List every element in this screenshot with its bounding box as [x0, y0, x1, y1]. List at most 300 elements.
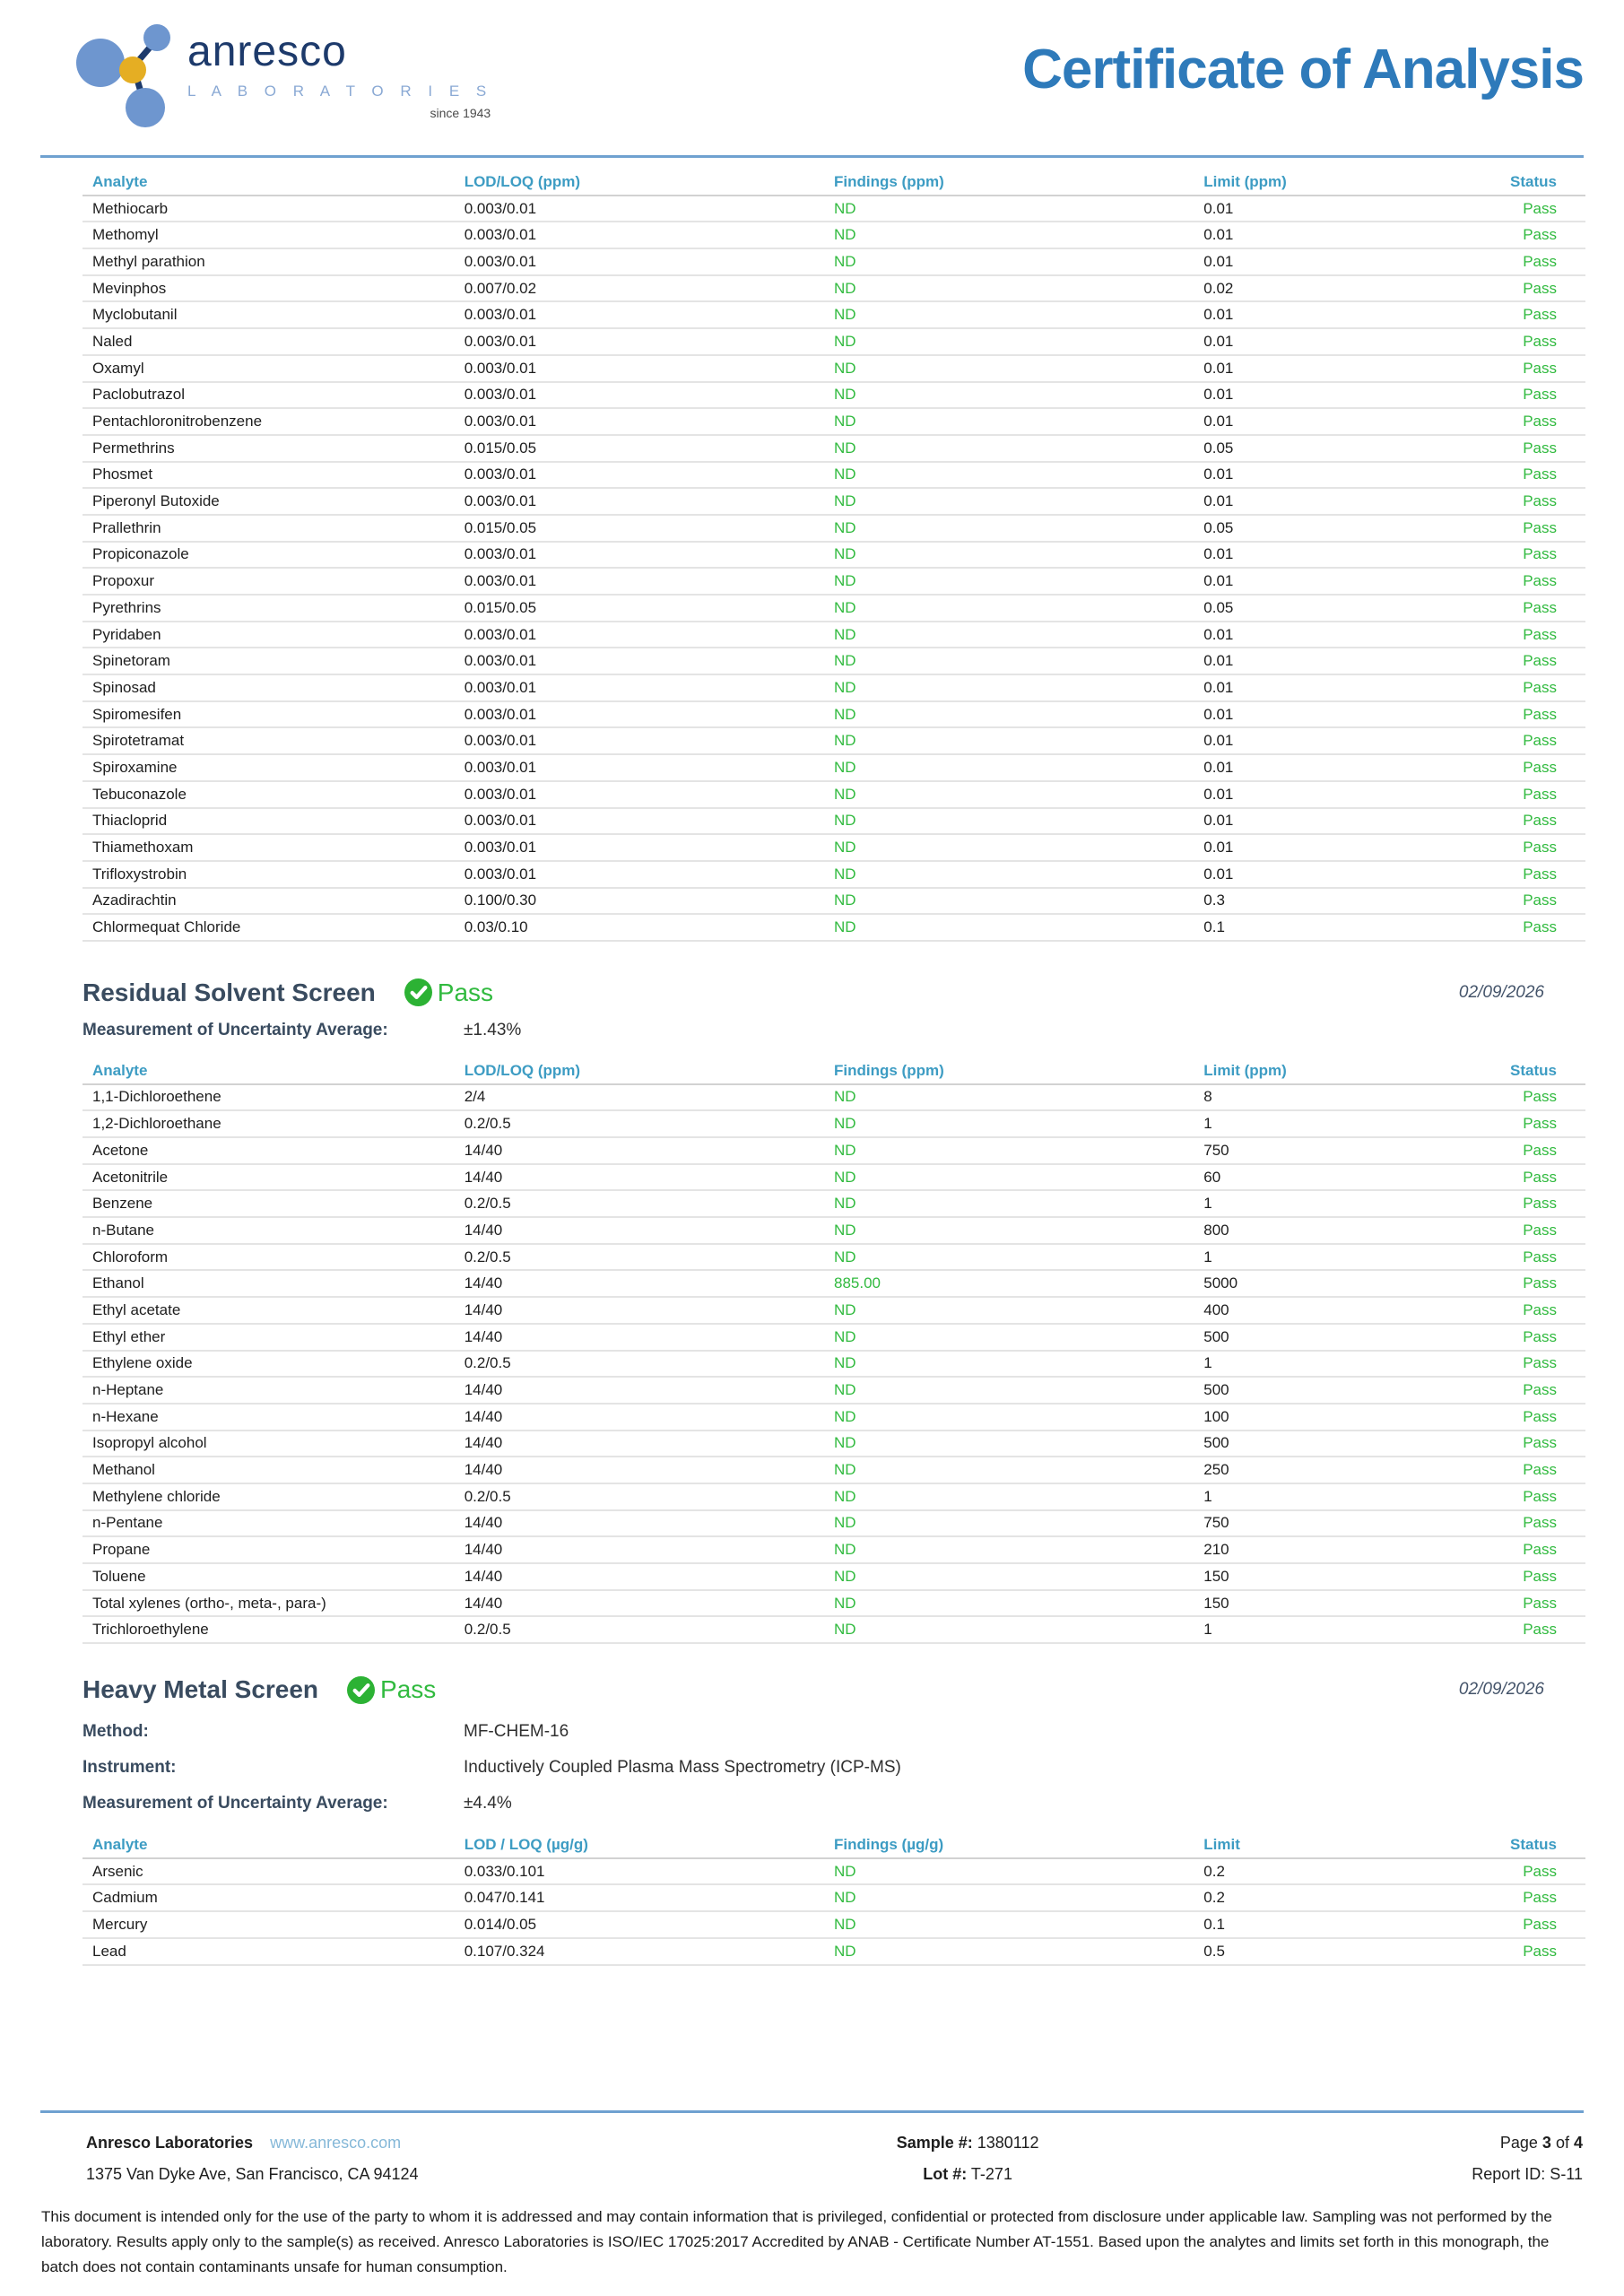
cell-lodloq: 0.003/0.01	[464, 572, 537, 590]
cell-status: Pass	[1523, 386, 1557, 404]
cell-lodloq: 14/40	[464, 1594, 503, 1612]
cell-findings: ND	[833, 625, 856, 643]
cell-findings: ND	[833, 1434, 856, 1452]
cell-analyte: Naled	[92, 332, 133, 350]
cell-lodloq: 14/40	[464, 1407, 503, 1425]
cell-analyte: Isopropyl alcohol	[92, 1434, 207, 1452]
cell-analyte: Methiocarb	[92, 199, 169, 217]
column-header-findings: Findings (ppm)	[833, 172, 944, 190]
cell-status: Pass	[1523, 678, 1557, 696]
table-row	[83, 702, 1585, 729]
lab-name: Anresco Laboratories	[86, 2134, 254, 2152]
cell-status: Pass	[1523, 226, 1557, 244]
column-header-limit: Limit	[1203, 1835, 1240, 1853]
cell-status: Pass	[1523, 1274, 1557, 1292]
cell-findings: ND	[833, 359, 856, 377]
table-row	[83, 1165, 1585, 1192]
cell-analyte: n-Butane	[92, 1221, 154, 1239]
section-date: 02/09/2026	[1458, 1680, 1544, 1700]
instrument-value: Inductively Coupled Plasma Mass Spectrometry (ICP-MS)	[464, 1758, 901, 1778]
table-row	[83, 1912, 1585, 1939]
table-row	[83, 302, 1585, 329]
cell-findings: ND	[833, 1354, 856, 1372]
cell-lodloq: 14/40	[464, 1381, 503, 1399]
cell-findings: ND	[833, 865, 856, 883]
cell-lodloq: 0.003/0.01	[464, 332, 537, 350]
cell-limit: 750	[1203, 1141, 1229, 1159]
sample-number-row	[737, 2127, 1198, 2159]
uncertainty-label: Measurement of Uncertainty Average:	[83, 1020, 388, 1039]
column-header-findings: Findings (µg/g)	[833, 1835, 944, 1853]
cell-findings: ND	[833, 1115, 856, 1133]
check-circle-icon	[404, 978, 432, 1006]
table-row	[83, 1484, 1585, 1511]
cell-lodloq: 0.003/0.01	[464, 678, 537, 696]
table-row	[83, 1298, 1585, 1325]
column-header-limit: Limit (ppm)	[1203, 172, 1287, 190]
cell-lodloq: 0.03/0.10	[464, 918, 528, 936]
cell-findings: ND	[833, 839, 856, 857]
cell-lodloq: 0.2/0.5	[464, 1195, 511, 1213]
cell-lodloq: 0.003/0.01	[464, 758, 537, 776]
cell-analyte: Methomyl	[92, 226, 159, 244]
cell-status: Pass	[1523, 598, 1557, 616]
cell-findings: ND	[833, 1088, 856, 1106]
cell-status: Pass	[1523, 332, 1557, 350]
cell-lodloq: 2/4	[464, 1088, 486, 1106]
cell-findings: ND	[833, 413, 856, 430]
column-header-analyte: Analyte	[92, 172, 148, 190]
cell-limit: 0.01	[1203, 678, 1234, 696]
footer-sample-info	[701, 2127, 1198, 2190]
cell-status: Pass	[1523, 1862, 1557, 1880]
cell-findings: ND	[833, 1195, 856, 1213]
cell-status: Pass	[1523, 1088, 1557, 1106]
cell-findings: ND	[833, 1168, 856, 1186]
pass-badge-label: Pass	[380, 1675, 437, 1704]
table-row	[83, 356, 1585, 383]
cell-limit: 1	[1203, 1195, 1212, 1213]
cell-lodloq: 14/40	[464, 1168, 503, 1186]
cell-status: Pass	[1523, 785, 1557, 803]
cell-analyte: Mevinphos	[92, 279, 167, 297]
column-header-status: Status	[1510, 172, 1557, 190]
cell-status: Pass	[1523, 1514, 1557, 1532]
cell-limit: 0.01	[1203, 572, 1234, 590]
footer-lab-info	[86, 2127, 701, 2190]
cell-limit: 750	[1203, 1514, 1229, 1532]
cell-limit: 0.2	[1203, 1889, 1225, 1907]
cell-lodloq: 0.015/0.05	[464, 598, 537, 616]
cell-analyte: Chlormequat Chloride	[92, 918, 241, 936]
column-header-analyte: Analyte	[92, 1061, 148, 1079]
uncertainty-label: Measurement of Uncertainty Average:	[83, 1794, 388, 1813]
cell-limit: 0.01	[1203, 758, 1234, 776]
cell-lodloq: 14/40	[464, 1221, 503, 1239]
lab-website-link[interactable]: www.anresco.com	[270, 2134, 402, 2152]
cell-limit: 0.01	[1203, 652, 1234, 670]
cell-findings: ND	[833, 199, 856, 217]
uncertainty-value: ±4.4%	[464, 1794, 512, 1813]
cell-limit: 0.01	[1203, 386, 1234, 404]
cell-analyte: Methanol	[92, 1461, 155, 1479]
cell-analyte: 1,1-Dichloroethene	[92, 1088, 221, 1106]
cell-analyte: Spirotetramat	[92, 732, 185, 750]
cell-status: Pass	[1523, 1168, 1557, 1186]
cell-status: Pass	[1523, 865, 1557, 883]
cell-analyte: Pyrethrins	[92, 598, 161, 616]
disclaimer-text: This document is intended only for the use of the party to whom it is addressed and may contain information that is privileged, confidential or protected from disclosure under applicable law. Sampling was not performed by the laboratory. Results apply only to the sample(s) as received. Anresco Laboratories is ISO/IEC 17025:2017 Accredited by ANAB - Certificate Number AT-1551. Based upon the analytes and limits set forth in this monograph, the batch does not contain contaminants unsafe for human consumption.	[41, 2208, 1552, 2275]
cell-analyte: Total xylenes (ortho-, meta-, para-)	[92, 1594, 326, 1612]
cell-analyte: Azadirachtin	[92, 891, 177, 909]
cell-lodloq: 0.003/0.01	[464, 865, 537, 883]
cell-status: Pass	[1523, 465, 1557, 483]
cell-analyte: Arsenic	[92, 1862, 143, 1880]
cell-status: Pass	[1523, 359, 1557, 377]
table-row	[83, 1111, 1585, 1138]
cell-limit: 0.5	[1203, 1942, 1225, 1960]
pass-badge-label: Pass	[437, 978, 494, 1006]
footer-page-info	[1198, 2127, 1583, 2190]
table-row	[83, 329, 1585, 356]
cell-status: Pass	[1523, 1407, 1557, 1425]
table-row	[83, 889, 1585, 916]
cell-findings: ND	[833, 306, 856, 324]
cell-status: Pass	[1523, 518, 1557, 536]
cell-findings: ND	[833, 492, 856, 510]
table-row	[83, 915, 1585, 942]
cell-limit: 250	[1203, 1461, 1229, 1479]
heavy-metal-table-body	[83, 1859, 1585, 1966]
cell-status: Pass	[1523, 199, 1557, 217]
page-header	[0, 0, 1624, 155]
cell-limit: 0.05	[1203, 598, 1234, 616]
cell-status: Pass	[1523, 1221, 1557, 1239]
heavy-metal-table	[83, 1832, 1585, 1965]
cell-limit: 500	[1203, 1327, 1229, 1345]
table-row	[83, 249, 1585, 276]
cell-status: Pass	[1523, 891, 1557, 909]
cell-lodloq: 0.015/0.05	[464, 518, 537, 536]
cell-limit: 0.01	[1203, 812, 1234, 830]
table-row	[83, 516, 1585, 543]
cell-status: Pass	[1523, 572, 1557, 590]
cell-findings: ND	[833, 1541, 856, 1559]
cell-findings: ND	[833, 465, 856, 483]
column-header-lodloq: LOD/LOQ (ppm)	[464, 172, 581, 190]
lot-number-label: Lot #:	[923, 2165, 968, 2183]
cell-lodloq: 0.003/0.01	[464, 359, 537, 377]
method-row	[83, 1714, 1585, 1750]
table-row	[83, 1939, 1585, 1966]
cell-analyte: Phosmet	[92, 465, 153, 483]
table-row	[83, 622, 1585, 649]
table-row	[83, 809, 1585, 836]
cell-findings: ND	[833, 226, 856, 244]
cell-limit: 8	[1203, 1088, 1212, 1106]
brand-text	[187, 18, 492, 120]
cell-limit: 0.01	[1203, 332, 1234, 350]
cell-status: Pass	[1523, 732, 1557, 750]
cell-findings: ND	[833, 812, 856, 830]
table-row	[83, 1885, 1585, 1912]
cell-limit: 1	[1203, 1487, 1212, 1505]
cell-limit: 0.01	[1203, 625, 1234, 643]
cell-analyte: Methyl parathion	[92, 252, 205, 270]
cell-findings: ND	[833, 1514, 856, 1532]
column-header-limit: Limit (ppm)	[1203, 1061, 1287, 1079]
table-row	[83, 782, 1585, 809]
cell-status: Pass	[1523, 1541, 1557, 1559]
cell-limit: 0.2	[1203, 1862, 1225, 1880]
cell-lodloq: 0.015/0.05	[464, 439, 537, 457]
cell-findings: ND	[833, 1621, 856, 1639]
table-row	[83, 1564, 1585, 1591]
cell-lodloq: 0.107/0.324	[464, 1942, 545, 1960]
cell-limit: 60	[1203, 1168, 1221, 1186]
cell-analyte: 1,2-Dichloroethane	[92, 1115, 221, 1133]
header-divider	[40, 155, 1584, 158]
table-row	[83, 569, 1585, 596]
cell-status: Pass	[1523, 839, 1557, 857]
cell-status: Pass	[1523, 1594, 1557, 1612]
brand-since: since 1943	[430, 106, 491, 120]
content	[0, 170, 1624, 1966]
cell-findings: ND	[833, 1942, 856, 1960]
table-row	[83, 463, 1585, 490]
cell-lodloq: 14/40	[464, 1514, 503, 1532]
cell-limit: 0.1	[1203, 918, 1225, 936]
cell-findings: ND	[833, 1407, 856, 1425]
column-header-lodloq: LOD / LOQ (µg/g)	[464, 1835, 588, 1853]
cell-analyte: Lead	[92, 1942, 126, 1960]
solvent-table-body	[83, 1085, 1585, 1644]
cell-analyte: Ethyl ether	[92, 1327, 166, 1345]
cell-findings: ND	[833, 891, 856, 909]
cell-findings: ND	[833, 572, 856, 590]
cell-analyte: Mercury	[92, 1915, 148, 1933]
cell-findings: ND	[833, 252, 856, 270]
table-row	[83, 728, 1585, 755]
cell-lodloq: 0.003/0.01	[464, 705, 537, 723]
table-header-row	[83, 1832, 1585, 1859]
cell-status: Pass	[1523, 252, 1557, 270]
table-row	[83, 1431, 1585, 1458]
cell-findings: ND	[833, 1381, 856, 1399]
cell-findings: ND	[833, 279, 856, 297]
heavy-metal-section-header	[83, 1671, 1585, 1709]
table-row	[83, 1245, 1585, 1272]
cell-limit: 210	[1203, 1541, 1229, 1559]
cell-limit: 0.05	[1203, 439, 1234, 457]
cell-findings: ND	[833, 598, 856, 616]
cell-status: Pass	[1523, 812, 1557, 830]
column-header-analyte: Analyte	[92, 1835, 148, 1853]
table-row	[83, 862, 1585, 889]
lab-address: 1375 Van Dyke Ave, San Francisco, CA 94124	[86, 2165, 419, 2183]
cell-analyte: Paclobutrazol	[92, 386, 186, 404]
table-row	[83, 1405, 1585, 1431]
cell-status: Pass	[1523, 1461, 1557, 1479]
cell-limit: 0.01	[1203, 865, 1234, 883]
table-row	[83, 196, 1585, 223]
cell-lodloq: 0.2/0.5	[464, 1487, 511, 1505]
cell-analyte: Spiroxamine	[92, 758, 178, 776]
cell-limit: 1	[1203, 1354, 1212, 1372]
cell-status: Pass	[1523, 625, 1557, 643]
cell-status: Pass	[1523, 1115, 1557, 1133]
cell-lodloq: 0.100/0.30	[464, 891, 537, 909]
cell-limit: 400	[1203, 1300, 1229, 1318]
cell-lodloq: 0.2/0.5	[464, 1115, 511, 1133]
cell-lodloq: 0.014/0.05	[464, 1915, 537, 1933]
cell-limit: 0.05	[1203, 518, 1234, 536]
cell-findings: ND	[833, 1300, 856, 1318]
cell-lodloq: 0.003/0.01	[464, 652, 537, 670]
cell-analyte: Ethyl acetate	[92, 1300, 181, 1318]
brand-subtitle: L A B O R A T O R I E S	[187, 83, 493, 100]
cell-analyte: Spinetoram	[92, 652, 170, 670]
column-header-lodloq: LOD/LOQ (ppm)	[464, 1061, 581, 1079]
cell-status: Pass	[1523, 1487, 1557, 1505]
table-row	[83, 489, 1585, 516]
cell-findings: ND	[833, 386, 856, 404]
table-row	[83, 648, 1585, 675]
cell-lodloq: 0.003/0.01	[464, 812, 537, 830]
table-row	[83, 1138, 1585, 1165]
cell-limit: 500	[1203, 1381, 1229, 1399]
cell-analyte: Ethanol	[92, 1274, 144, 1292]
section-title: Heavy Metal Screen	[83, 1675, 319, 1704]
column-header-status: Status	[1510, 1061, 1557, 1079]
cell-analyte: Tebuconazole	[92, 785, 187, 803]
cell-status: Pass	[1523, 1381, 1557, 1399]
cell-analyte: Propane	[92, 1541, 151, 1559]
table-header-row	[83, 170, 1585, 196]
cell-findings: ND	[833, 1567, 856, 1585]
section-date: 02/09/2026	[1458, 982, 1544, 1002]
cell-findings: ND	[833, 758, 856, 776]
cell-limit: 0.01	[1203, 226, 1234, 244]
page-label: Page	[1499, 2134, 1538, 2152]
cell-limit: 0.01	[1203, 199, 1234, 217]
cell-limit: 0.01	[1203, 705, 1234, 723]
cell-limit: 800	[1203, 1221, 1229, 1239]
table-row	[83, 675, 1585, 702]
page-number: 3	[1541, 2134, 1551, 2152]
cell-lodloq: 0.003/0.01	[464, 252, 537, 270]
cell-analyte: Pentachloronitrobenzene	[92, 413, 263, 430]
cell-status: Pass	[1523, 918, 1557, 936]
table-row	[83, 1218, 1585, 1245]
cell-limit: 0.1	[1203, 1915, 1225, 1933]
cell-lodloq: 0.007/0.02	[464, 279, 537, 297]
cell-status: Pass	[1523, 1327, 1557, 1345]
cell-findings: ND	[833, 678, 856, 696]
cell-findings: ND	[833, 1327, 856, 1345]
cell-analyte: n-Pentane	[92, 1514, 163, 1532]
uncertainty-value: ±1.43%	[464, 1020, 522, 1039]
sample-number-value: 1380112	[977, 2134, 1039, 2152]
cell-analyte: Oxamyl	[92, 359, 144, 377]
table-row	[83, 1617, 1585, 1644]
cell-lodloq: 14/40	[464, 1141, 503, 1159]
table-row	[83, 1378, 1585, 1405]
table-row	[83, 1191, 1585, 1218]
cell-analyte: Propoxur	[92, 572, 154, 590]
cell-limit: 0.01	[1203, 306, 1234, 324]
method-value: MF-CHEM-16	[464, 1722, 569, 1742]
cell-analyte: Ethylene oxide	[92, 1354, 193, 1372]
page-total: 4	[1573, 2134, 1583, 2152]
cell-findings: ND	[833, 545, 856, 563]
anresco-logo	[76, 18, 492, 127]
cell-findings: ND	[833, 332, 856, 350]
table-row	[83, 543, 1585, 570]
lot-number-row	[737, 2159, 1198, 2190]
cell-lodloq: 0.2/0.5	[464, 1621, 511, 1639]
cell-lodloq: 0.047/0.141	[464, 1889, 545, 1907]
page-indicator	[1198, 2127, 1583, 2159]
cell-analyte: Chloroform	[92, 1248, 169, 1265]
cell-status: Pass	[1523, 1942, 1557, 1960]
uncertainty-row	[83, 1786, 1585, 1822]
cell-status: Pass	[1523, 1915, 1557, 1933]
cell-limit: 100	[1203, 1407, 1229, 1425]
table-row	[83, 1859, 1585, 1886]
molecule-logo-icon	[76, 18, 182, 127]
cell-status: Pass	[1523, 439, 1557, 457]
cell-limit: 0.01	[1203, 465, 1234, 483]
brand-name: anresco	[187, 28, 347, 75]
heavy-metal-meta	[83, 1714, 1585, 1822]
cell-status: Pass	[1523, 1354, 1557, 1372]
cell-status: Pass	[1523, 492, 1557, 510]
cell-findings: ND	[833, 1889, 856, 1907]
cell-lodloq: 0.003/0.01	[464, 226, 537, 244]
cell-analyte: Toluene	[92, 1567, 146, 1585]
cell-limit: 0.01	[1203, 545, 1234, 563]
cell-lodloq: 0.003/0.01	[464, 306, 537, 324]
cell-status: Pass	[1523, 279, 1557, 297]
cell-lodloq: 14/40	[464, 1327, 503, 1345]
cell-status: Pass	[1523, 1300, 1557, 1318]
footer-info	[86, 2127, 1583, 2190]
sample-number-label: Sample #:	[896, 2134, 973, 2152]
cell-lodloq: 14/40	[464, 1461, 503, 1479]
cell-findings: ND	[833, 918, 856, 936]
cell-limit: 0.01	[1203, 359, 1234, 377]
column-header-status: Status	[1510, 1835, 1557, 1853]
cell-analyte: n-Heptane	[92, 1381, 164, 1399]
cell-limit: 0.3	[1203, 891, 1225, 909]
table-row	[83, 1271, 1585, 1298]
cell-limit: 1	[1203, 1248, 1212, 1265]
page-footer	[0, 2110, 1624, 2296]
document-title: Certificate of Analysis	[1022, 39, 1584, 100]
cell-lodloq: 0.003/0.01	[464, 465, 537, 483]
cell-findings: ND	[833, 1461, 856, 1479]
cell-findings: ND	[833, 785, 856, 803]
cell-analyte: Thiamethoxam	[92, 839, 194, 857]
cell-findings: ND	[833, 705, 856, 723]
instrument-row	[83, 1750, 1585, 1786]
cell-analyte: Methylene chloride	[92, 1487, 221, 1505]
table-row	[83, 1085, 1585, 1112]
cell-limit: 1	[1203, 1115, 1212, 1133]
cell-lodloq: 0.003/0.01	[464, 839, 537, 857]
cell-analyte: Acetone	[92, 1141, 149, 1159]
